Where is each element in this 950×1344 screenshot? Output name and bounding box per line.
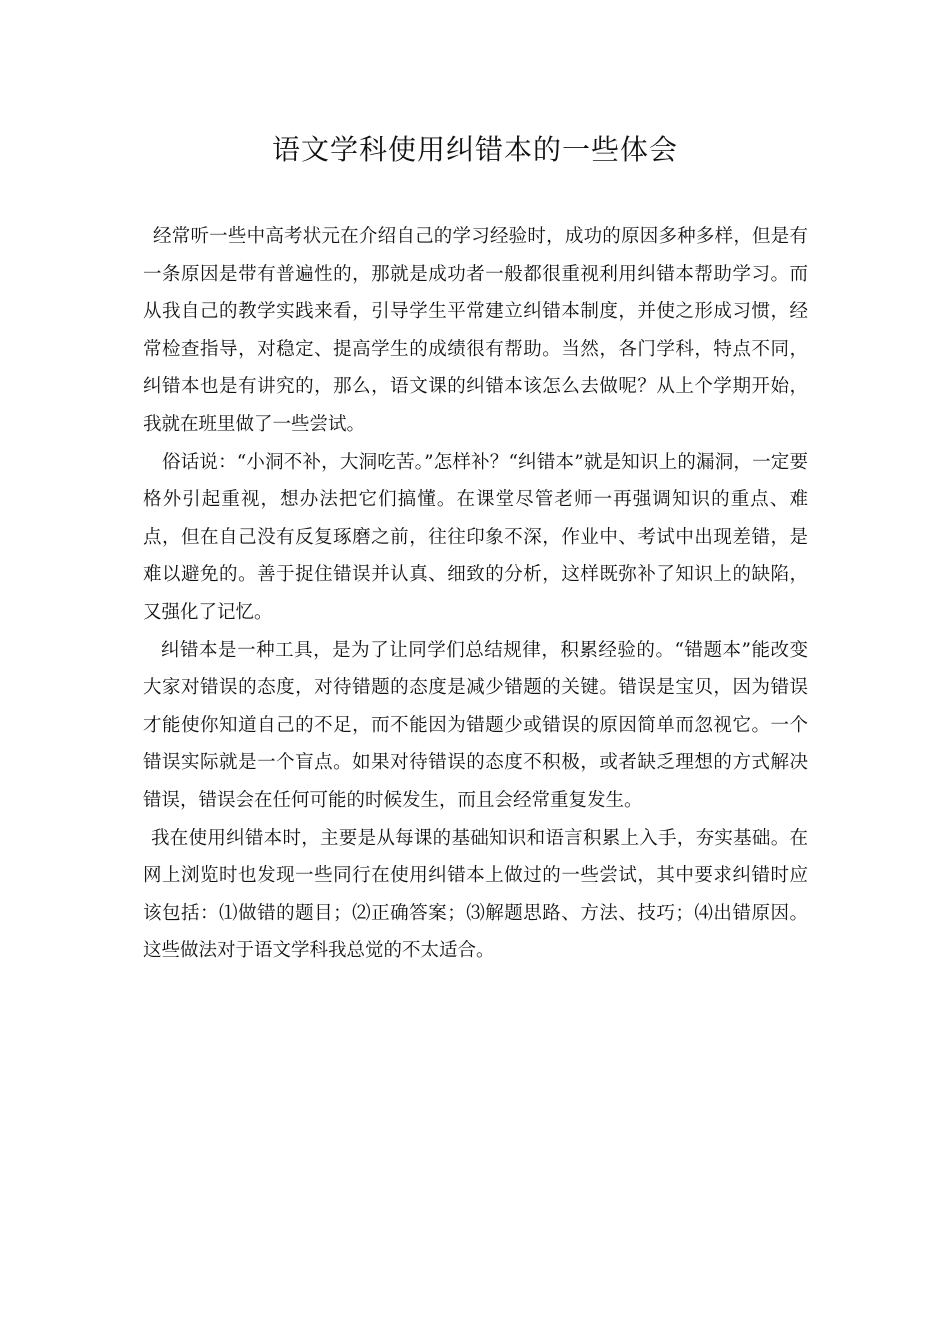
paragraph-4: 我在使用纠错本时，主要是从每课的基础知识和语言积累上入手，夯实基础。在网上浏览时也发现一些同行在使用纠错本上做过的一些尝试，其中要求纠错时应该包括：⑴做错的题目；⑵正确答案；⑶解题思路、方法、技巧；⑷出错原因。这些做法对于语文学科我总觉的不太适合。 xyxy=(143,827,808,962)
paragraph-2: 俗话说：“小洞不补，大洞吃苦。”怎样补？“纠错本”就是知识上的漏洞，一定要格外引起重视，想办法把它们搞懂。在课堂尽管老师一再强调知识的重点、难点，但在自己没有反复琢磨之前，往往印象不深，作业中、考试中出现差错，是难以避免的。善于捉住错误并认真、细致的分析，这样既弥补了知识上的缺陷，又强化了记忆。 xyxy=(143,451,808,623)
document-title: 语文学科使用纠错本的一些体会 xyxy=(271,133,678,166)
paragraph-1: 经常听一些中高考状元在介绍自己的学习经验时，成功的原因多种多样，但是有一条原因是带有普遍性的，那就是成功者一般都很重视利用纠错本帮助学习。而从我自己的教学实践来看，引导学生平常建立纠错本制度，并使之形成习惯，经常检查指导，对稳定、提高学生的成绩很有帮助。当然，各门学科，特点不同，纠错本也是有讲究的，那么，语文课的纠错本该怎么去做呢？从上个学期开始，我就在班里做了一些尝试。 xyxy=(143,226,808,435)
document-body xyxy=(143,218,808,970)
paragraph-3: 纠错本是一种工具，是为了让同学们总结规律，积累经验的。“错题本”能改变大家对错误的态度，对待错题的态度是减少错题的关键。错误是宝贝，因为错误才能使你知道自己的不足，而不能因为错题少或错误的原因简单而忽视它。一个错误实际就是一个盲点。如果对待错误的态度不积极，或者缺乏理想的方式解决错误，错误会在任何可能的时候发生，而且会经常重复发生。 xyxy=(143,639,808,811)
